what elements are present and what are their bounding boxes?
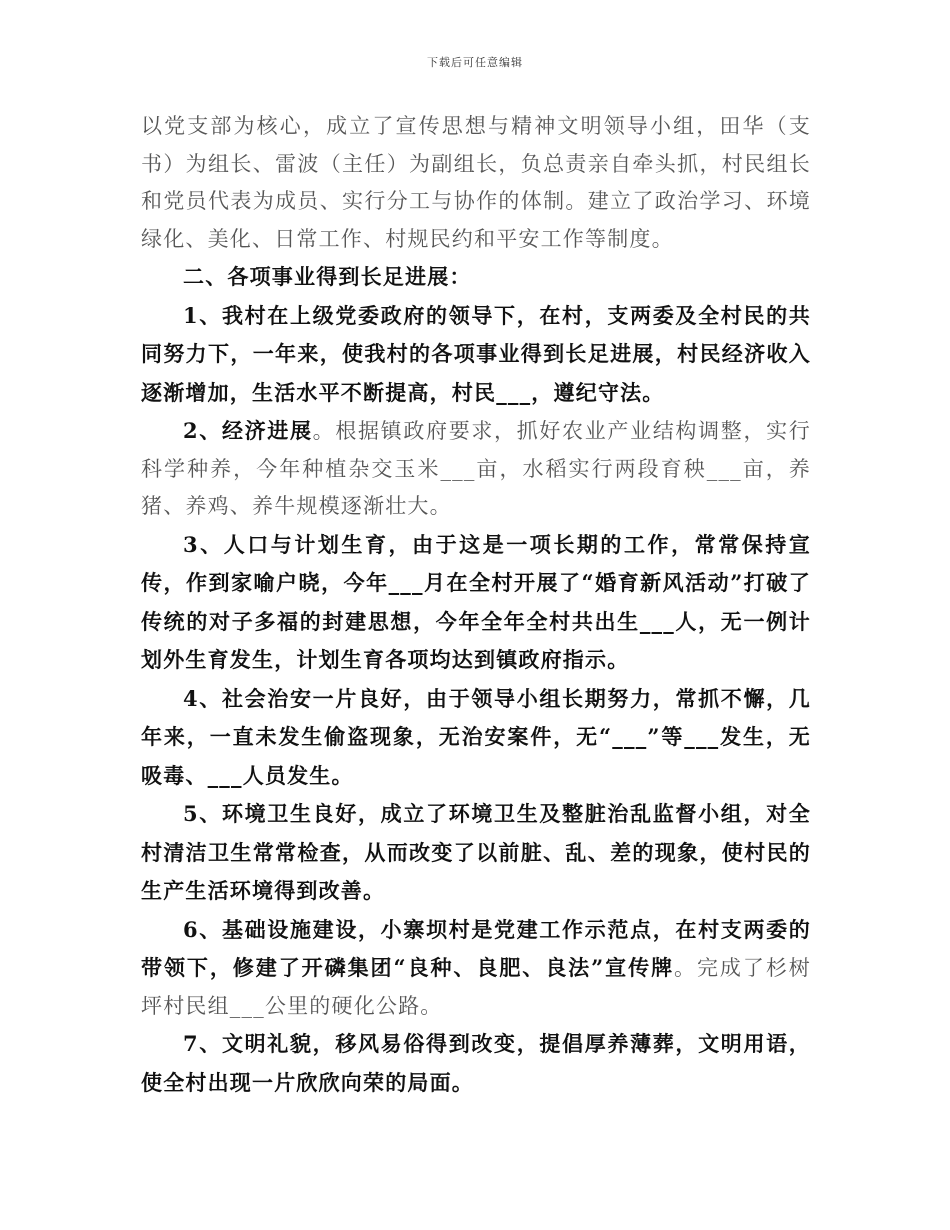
paragraph-item-5 [141, 795, 811, 911]
paragraph-item-1 [141, 297, 811, 413]
text-segment: 。根据镇政府要求，抓好农业产业结构调整，实行科学种养，今年种植杂交玉米___亩，水稻实行两段育秧___亩，养猪、养鸡、养牛规模逐渐壮大。 [141, 419, 811, 518]
paragraph-item-6 [141, 911, 811, 1026]
text-segment: 7、文明礼貌，移风易俗得到改变，提倡厚养薄葬，文明用语，使全村出现一片欣欣向荣的局面。 [141, 1031, 811, 1095]
text-segment: 以党支部为核心，成立了宣传思想与精神文明领导小组，田华（支书）为组长、雷波（主任）为副组长，负总责亲自牵头抓，村民组长和党员代表为成员、实行分工与协作的体制。建立了政治学习、环境绿化、美化、日常工作、村规民约和平安工作等制度。 [141, 114, 811, 251]
text-segment: 6、基础设施建设，小寨坝村是党建工作示范点，在村支两委的带领下，修建了开磷集团“良种、良肥、良法”宣传牌 [141, 916, 811, 980]
text-segment: 2、经济进展 [183, 418, 313, 443]
paragraph-item-2 [141, 412, 811, 526]
paragraph-item-3 [141, 526, 811, 680]
paragraph-item-4 [141, 680, 811, 796]
section-heading [141, 258, 811, 297]
text-segment: 3、人口与计划生育，由于这是一项长期的工作，常常保持宣传，作到家喻户晓，今年___月在全村开展了“婚育新风活动”打破了传统的对子多福的封建思想，今年全年全村共出生___人，无一例计划外生育发生，计划生育各项均达到镇政府指示。 [141, 531, 811, 672]
text-segment: 1、我村在上级党委政府的领导下，在村，支两委及全村民的共同努力下，一年来，使我村的各项事业得到长足进展，村民经济收入逐渐增加，生活水平不断提高，村民___，遵纪守法。 [141, 302, 811, 405]
header-note: 下载后可任意编辑 [427, 56, 523, 69]
document-body [141, 108, 811, 1102]
paragraph-intro [141, 108, 811, 258]
text-segment: 5、环境卫生良好，成立了环境卫生及整脏治乱监督小组，对全村清洁卫生常常检查，从而改变了以前脏、乱、差的现象，使村民的生产生活环境得到改善。 [141, 801, 811, 903]
text-segment: 。完成了杉树坪村民组___公里的硬化公路。 [141, 956, 811, 1018]
paragraph-item-7 [141, 1025, 811, 1102]
text-segment: 4、社会治安一片良好，由于领导小组长期努力，常抓不懈，几年来，一直未发生偷盗现象，无治安案件，无“___”等___发生，无吸毒、___人员发生。 [141, 685, 811, 788]
text-segment: 二、各项事业得到长足进展： [183, 264, 472, 289]
